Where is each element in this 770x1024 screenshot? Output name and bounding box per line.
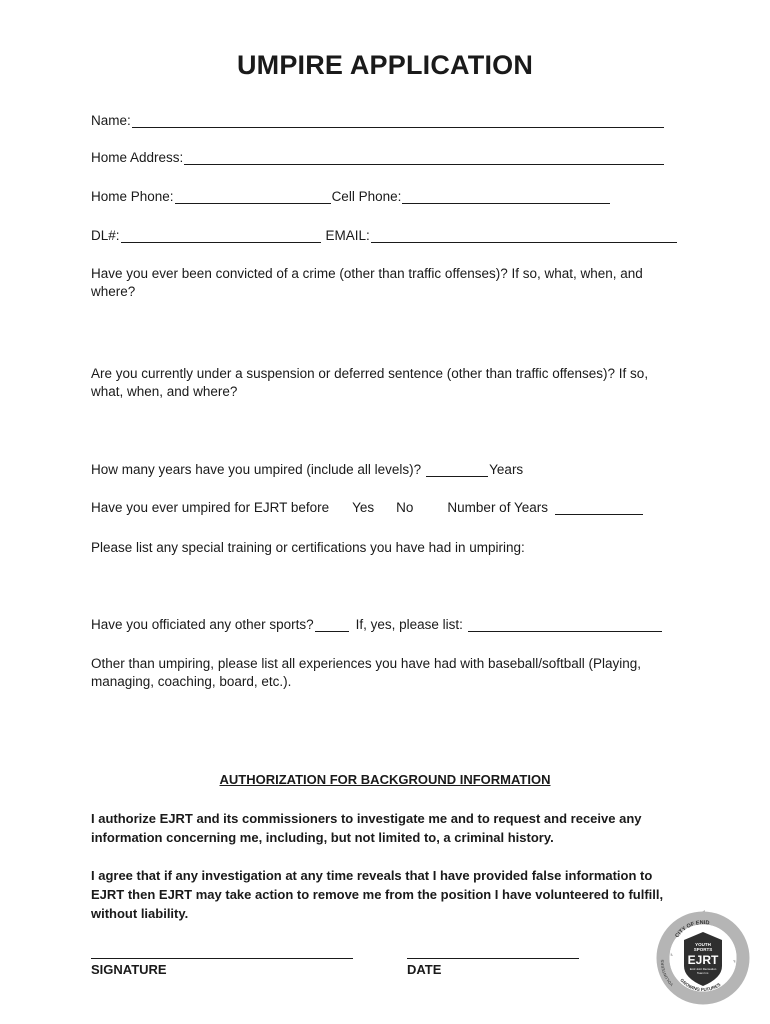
cell-phone-label: Cell Phone: <box>331 189 402 204</box>
years-suffix-label: Years <box>489 462 524 477</box>
logo-line4: Team Inc. <box>696 971 710 975</box>
name-field[interactable] <box>132 114 664 128</box>
other-sports-field[interactable] <box>315 618 349 632</box>
yes-option[interactable]: Yes <box>352 500 375 515</box>
name-label: Name: <box>91 113 131 128</box>
ejrt-before-row <box>91 500 644 515</box>
date-label: DATE <box>407 962 442 977</box>
logo-left-text: VOLUNTEERS <box>659 959 675 988</box>
home-address-label: Home Address: <box>91 150 184 165</box>
authorization-paragraph-1: I authorize EJRT and its commissioners to investigate me and to request and receive any information concerning me, including, but not limited to, a criminal history. <box>91 811 642 845</box>
signature-label: SIGNATURE <box>91 962 167 977</box>
question-convicted: Have you ever been convicted of a crime (other than traffic offenses)? If so, what, when, and where? <box>91 266 643 299</box>
other-sports-list-field[interactable] <box>468 618 662 632</box>
home-phone-label: Home Phone: <box>91 189 174 204</box>
logo-line3: Enid Joint Recreation <box>689 967 717 971</box>
home-address-row <box>91 150 665 165</box>
no-option[interactable]: No <box>396 500 414 515</box>
name-row <box>91 113 665 128</box>
other-sports-label: Have you officiated any other sports? <box>91 617 314 632</box>
dl-field[interactable] <box>121 229 321 243</box>
logo-top-text: CITY OF ENID <box>674 919 710 940</box>
logo-bottom-text: GROWING FUTURES <box>679 977 722 993</box>
home-phone-field[interactable] <box>175 190 331 204</box>
authorization-paragraph-2: I agree that if any investigation at any time reveals that I have provided false information to EJRT then EJRT may take action to remove me from the position I have volunteered to fulfill, without liability. <box>91 868 664 921</box>
home-address-field[interactable] <box>184 151 664 165</box>
ejrt-logo <box>655 908 750 1008</box>
cell-phone-field[interactable] <box>402 190 610 204</box>
ejrt-before-label: Have you ever umpired for EJRT before <box>91 500 330 515</box>
question-suspension: Are you currently under a suspension or deferred sentence (other than traffic offenses)? If so, what, when, and where? <box>91 366 649 399</box>
other-sports-row <box>91 617 663 632</box>
email-label: EMAIL: <box>325 228 370 243</box>
phone-row <box>91 189 611 204</box>
logo-line2: SPORTS <box>693 947 713 952</box>
authorization-heading: AUTHORIZATION FOR BACKGROUND INFORMATION <box>219 772 551 787</box>
number-of-years-label: Number of Years <box>447 500 548 515</box>
logo-brand: EJRT <box>687 953 719 967</box>
date-line[interactable] <box>407 958 579 959</box>
years-umpired-label: How many years have you umpired (include all levels)? <box>91 462 422 477</box>
page-title: UMPIRE APPLICATION <box>236 50 534 80</box>
years-umpired-field[interactable] <box>426 463 488 477</box>
signature-line[interactable] <box>91 958 353 959</box>
number-of-years-field[interactable] <box>555 501 643 515</box>
question-training: Please list any special training or certifications you have had in umpiring: <box>91 540 525 555</box>
email-field[interactable] <box>371 229 677 243</box>
years-umpired-row <box>91 462 523 477</box>
dl-email-row <box>91 228 678 243</box>
dl-label: DL#: <box>91 228 120 243</box>
question-experience: Other than umpiring, please list all experiences you have had with baseball/softball (Playing, managing, coaching, board, etc.). <box>91 656 642 689</box>
if-yes-label: If, yes, please list: <box>355 617 463 632</box>
logo-line1: YOUTH <box>695 942 711 947</box>
